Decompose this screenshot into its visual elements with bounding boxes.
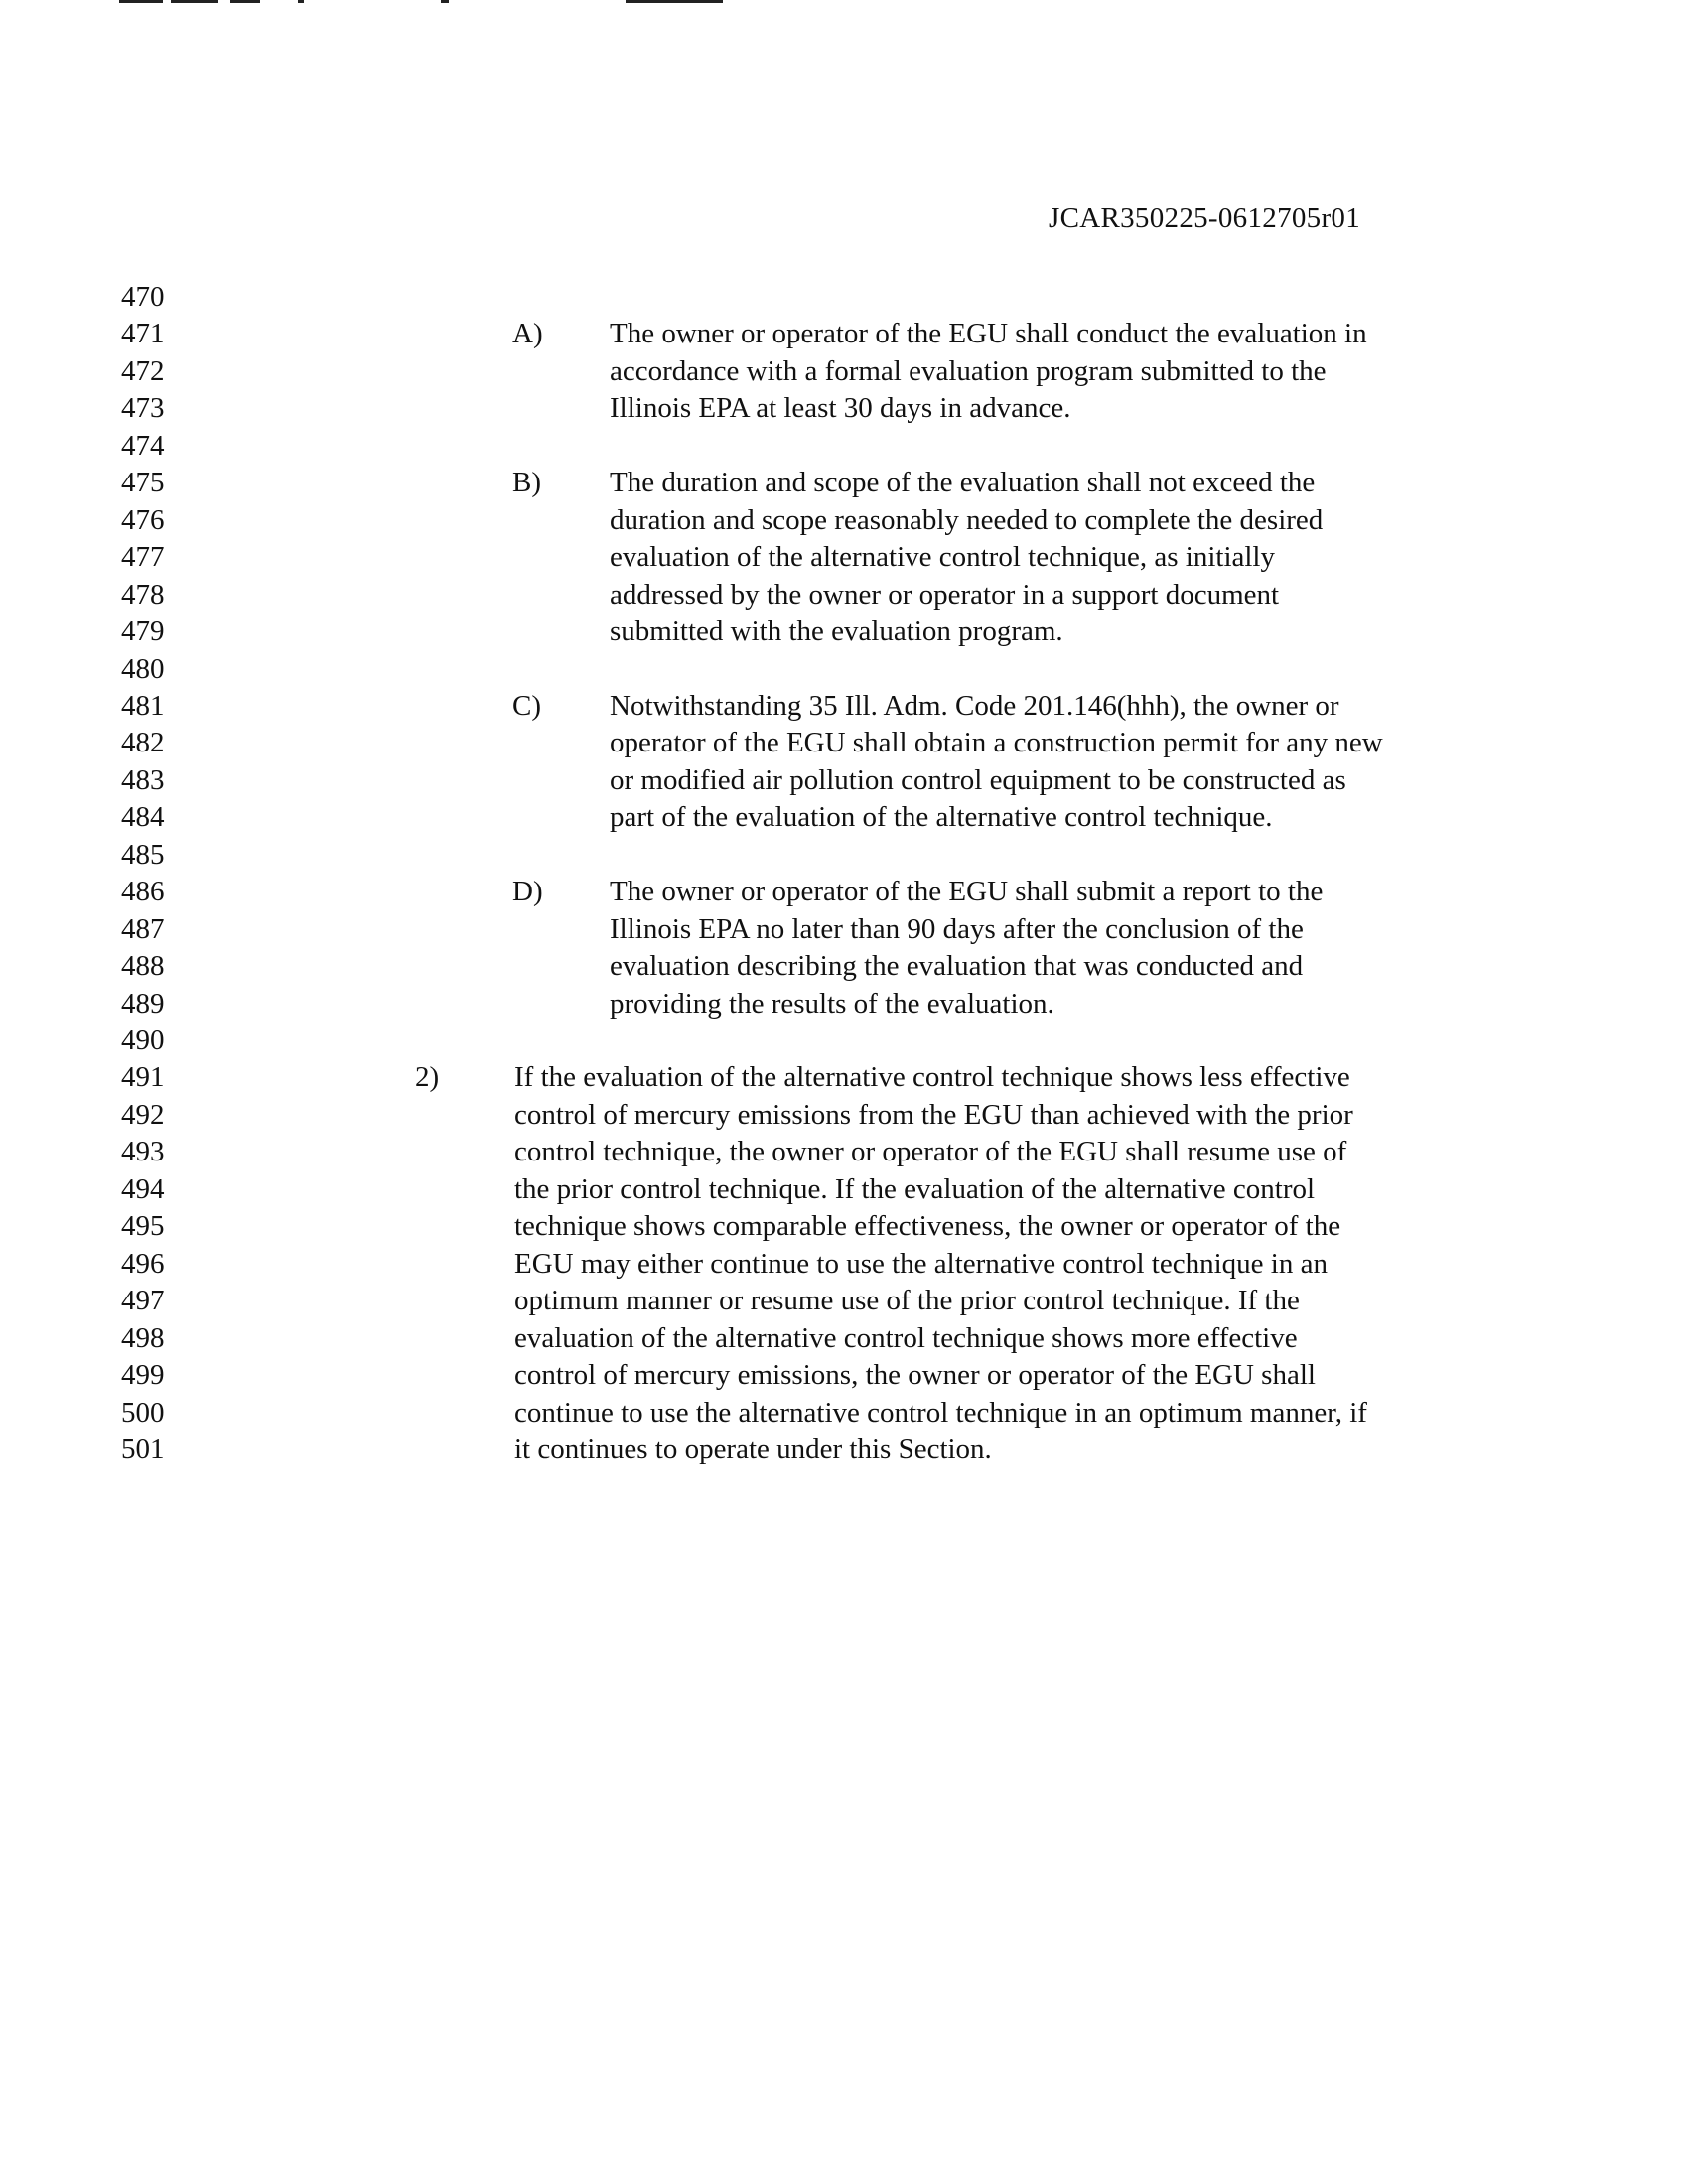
line-number: 486: [121, 876, 165, 908]
document-line: [0, 985, 1684, 1023]
line-number: 476: [121, 503, 165, 536]
document-line: [0, 910, 1684, 948]
line-number: 496: [121, 1247, 165, 1280]
line-text: part of the evaluation of the alternative control technique.: [610, 801, 1273, 834]
line-text: The owner or operator of the EGU shall conduct the evaluation in: [610, 318, 1367, 350]
line-text: evaluation of the alternative control technique, as initially: [610, 541, 1275, 574]
line-number: 490: [121, 1024, 165, 1056]
line-number: 472: [121, 354, 165, 387]
line-text: Illinois EPA at least 30 days in advance.: [610, 392, 1071, 425]
line-text: continue to use the alternative control technique in an optimum manner, if: [514, 1396, 1367, 1429]
document-line: [0, 873, 1684, 910]
line-text: Illinois EPA no later than 90 days after the conclusion of the: [610, 912, 1304, 945]
line-text: EGU may either continue to use the alternative control technique in an: [514, 1247, 1328, 1280]
document-line: [0, 1170, 1684, 1208]
document-line: [0, 501, 1684, 539]
document-line: [0, 1245, 1684, 1283]
document-line: [0, 1431, 1684, 1468]
line-text: the prior control technique. If the evaluation of the alternative control: [514, 1172, 1316, 1205]
document-line: [0, 798, 1684, 836]
document-line: [0, 1356, 1684, 1394]
line-number: 493: [121, 1136, 165, 1168]
line-text: Notwithstanding 35 Ill. Adm. Code 201.146(hhh), the owner or: [610, 689, 1339, 722]
document-line: [0, 613, 1684, 650]
line-number: 477: [121, 541, 165, 574]
line-number: 497: [121, 1285, 165, 1317]
line-number: 484: [121, 801, 165, 834]
document-line: [0, 1319, 1684, 1357]
document-line: [0, 427, 1684, 465]
document-line: [0, 947, 1684, 985]
list-marker: D): [512, 876, 543, 908]
document-line: [0, 1096, 1684, 1134]
line-number: 474: [121, 429, 165, 462]
line-text: The owner or operator of the EGU shall submit a report to the: [610, 876, 1324, 908]
document-line: [0, 464, 1684, 501]
scan-artifact: [298, 0, 304, 3]
line-text: providing the results of the evaluation.: [610, 987, 1054, 1020]
line-text: control of mercury emissions from the EGU than achieved with the prior: [514, 1098, 1353, 1131]
line-text: accordance with a formal evaluation program submitted to the: [610, 354, 1327, 387]
line-number: 500: [121, 1396, 165, 1429]
scan-artifact: [230, 0, 260, 3]
scan-artifact: [119, 0, 163, 3]
line-number: 473: [121, 392, 165, 425]
document-line: [0, 278, 1684, 316]
document-line: [0, 389, 1684, 427]
line-number: 470: [121, 281, 165, 313]
list-marker: B): [512, 467, 541, 499]
document-line: [0, 538, 1684, 576]
line-number: 479: [121, 615, 165, 648]
line-number: 491: [121, 1061, 165, 1094]
line-text: optimum manner or resume use of the prior control technique. If the: [514, 1285, 1300, 1317]
line-text: If the evaluation of the alternative control technique shows less effective: [514, 1061, 1350, 1094]
line-number: 483: [121, 763, 165, 796]
line-text: control technique, the owner or operator of the EGU shall resume use of: [514, 1136, 1347, 1168]
document-line: [0, 836, 1684, 874]
scan-artifact: [171, 0, 218, 3]
line-text: addressed by the owner or operator in a support document: [610, 578, 1280, 611]
line-text: submitted with the evaluation program.: [610, 615, 1063, 648]
line-number: 492: [121, 1098, 165, 1131]
line-text: control of mercury emissions, the owner or operator of the EGU shall: [514, 1359, 1316, 1392]
document-line: [0, 1207, 1684, 1245]
line-text: The duration and scope of the evaluation shall not exceed the: [610, 467, 1316, 499]
document-line: [0, 1133, 1684, 1170]
line-number: 481: [121, 689, 165, 722]
document-line: [0, 352, 1684, 390]
line-number: 480: [121, 652, 165, 685]
line-number: 494: [121, 1172, 165, 1205]
line-text: it continues to operate under this Section.: [514, 1433, 992, 1465]
line-number: 495: [121, 1210, 165, 1243]
line-number: 482: [121, 727, 165, 759]
line-text: operator of the EGU shall obtain a construction permit for any new: [610, 727, 1383, 759]
line-number: 499: [121, 1359, 165, 1392]
list-marker: A): [512, 318, 543, 350]
list-marker: 2): [415, 1061, 440, 1094]
line-text: evaluation of the alternative control technique shows more effective: [514, 1321, 1298, 1354]
line-number: 485: [121, 838, 165, 871]
document-line: [0, 1058, 1684, 1096]
list-marker: C): [512, 689, 541, 722]
line-number: 471: [121, 318, 165, 350]
document-line: [0, 761, 1684, 799]
line-text: or modified air pollution control equipment to be constructed as: [610, 763, 1346, 796]
line-text: evaluation describing the evaluation that was conducted and: [610, 950, 1304, 983]
document-line: [0, 1022, 1684, 1059]
document-id: JCAR350225-0612705r01: [1049, 203, 1361, 234]
document-line: [0, 1282, 1684, 1319]
line-number: 498: [121, 1321, 165, 1354]
line-number: 488: [121, 950, 165, 983]
document-line: [0, 315, 1684, 352]
line-number: 475: [121, 467, 165, 499]
document-line: [0, 1394, 1684, 1432]
line-number: 478: [121, 578, 165, 611]
line-text: duration and scope reasonably needed to complete the desired: [610, 503, 1324, 536]
document-line: [0, 687, 1684, 725]
scan-artifact: [441, 0, 449, 3]
line-number: 489: [121, 987, 165, 1020]
document-line: [0, 576, 1684, 614]
scan-artifact: [626, 0, 723, 3]
document-line: [0, 724, 1684, 761]
line-number: 501: [121, 1433, 165, 1465]
document-line: [0, 650, 1684, 688]
line-text: technique shows comparable effectiveness, the owner or operator of the: [514, 1210, 1341, 1243]
line-number: 487: [121, 912, 165, 945]
